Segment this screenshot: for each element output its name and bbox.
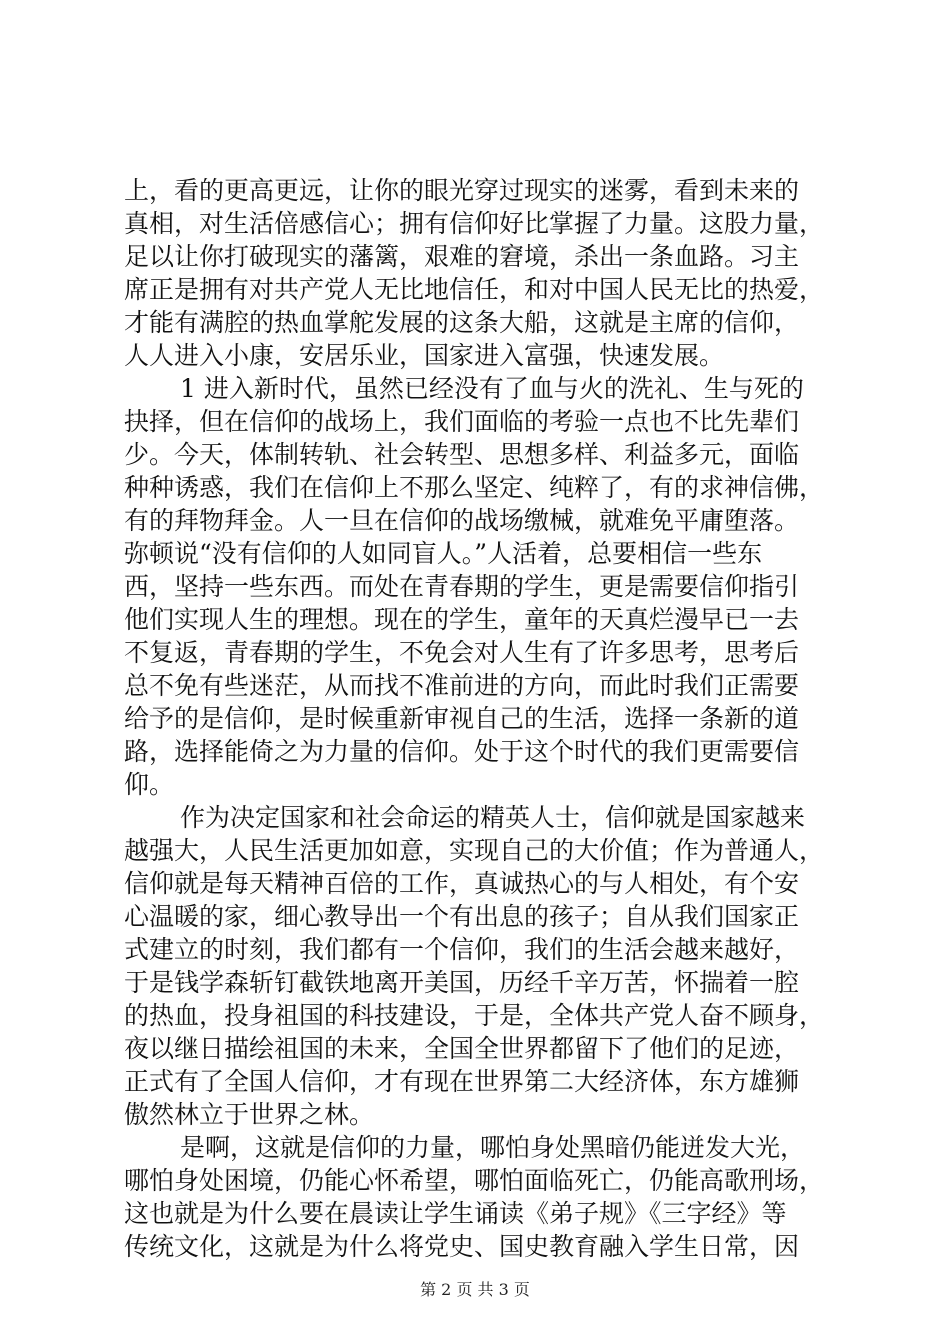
text-line: 总不免有些迷茫，从而找不准前进的方向，而此时我们正需要 xyxy=(124,671,800,700)
text-line: 仰。 xyxy=(124,770,175,799)
text-line: 式建立的时刻，我们都有一个信仰，我们的生活会越来越好， xyxy=(124,935,800,964)
text-line: 夜以继日描绘祖国的未来，全国全世界都留下了他们的足迹， xyxy=(124,1034,800,1063)
text-line: 西，坚持一些东西。而处在青春期的学生，更是需要信仰指引 xyxy=(124,572,800,601)
text-line: 哪怕身处困境，仍能心怀希望，哪怕面临死亡，仍能高歌刑场， xyxy=(124,1166,825,1195)
text-line: 正式有了全国人信仰，才有现在世界第二大经济体，东方雄狮 xyxy=(124,1067,800,1096)
text-line: 作为决定国家和社会命运的精英人士，信仰就是国家越来 xyxy=(180,803,806,832)
page-number-footer: 第 2 页 共 3 页 xyxy=(420,1280,530,1299)
text-line: 1 进入新时代，虽然已经没有了血与火的洗礼、生与死的 xyxy=(180,374,804,403)
text-line: 给予的是信仰，是时候重新审视自己的生活，选择一条新的道 xyxy=(124,704,800,733)
text-line: 上，看的更高更远，让你的眼光穿过现实的迷雾，看到未来的 xyxy=(124,176,800,205)
body-text xyxy=(124,174,844,1263)
text-line: 足以让你打破现实的藩篱，艰难的窘境，杀出一条血路。习主 xyxy=(124,242,800,271)
text-line: 于是钱学森斩钉截铁地离开美国，历经千辛万苦，怀揣着一腔 xyxy=(124,968,800,997)
text-line: 信仰就是每天精神百倍的工作，真诚热心的与人相处，有个安 xyxy=(124,869,800,898)
text-line: 这也就是为什么要在晨读让学生诵读《弟子规》《三字经》等 xyxy=(124,1199,787,1228)
text-line: 传统文化，这就是为什么将党史、国史教育融入学生日常，因 xyxy=(124,1232,800,1261)
text-line: 真相，对生活倍感信心；拥有信仰好比掌握了力量。这股力量， xyxy=(124,209,825,238)
text-line: 少。今天，体制转轨、社会转型、思想多样、利益多元，面临 xyxy=(124,440,800,469)
text-line: 抉择，但在信仰的战场上，我们面临的考验一点也不比先辈们 xyxy=(124,407,800,436)
text-line: 是啊，这就是信仰的力量，哪怕身处黑暗仍能迸发大光， xyxy=(180,1133,806,1162)
text-line: 他们实现人生的理想。现在的学生，童年的天真烂漫早已一去 xyxy=(124,605,800,634)
text-line: 弥顿说“没有信仰的人如同盲人。”人活着，总要相信一些东 xyxy=(124,539,763,568)
text-line: 心温暖的家，细心教导出一个有出息的孩子；自从我们国家正 xyxy=(124,902,800,931)
text-line: 种种诱惑，我们在信仰上不那么坚定、纯粹了，有的求神信佛， xyxy=(124,473,825,502)
text-line: 席正是拥有对共产党人无比地信任，和对中国人民无比的热爱， xyxy=(124,275,825,304)
text-line: 不复返，青春期的学生，不免会对人生有了许多思考，思考后 xyxy=(124,638,800,667)
text-line: 的热血，投身祖国的科技建设，于是，全体共产党人奋不顾身， xyxy=(124,1001,825,1030)
text-line: 越强大，人民生活更加如意，实现自己的大价值；作为普通人， xyxy=(124,836,825,865)
text-line: 有的拜物拜金。人一旦在信仰的战场缴械，就难免平庸堕落。 xyxy=(124,506,800,535)
text-line: 傲然林立于世界之林。 xyxy=(124,1100,375,1129)
text-line: 才能有满腔的热血掌舵发展的这条大船，这就是主席的信仰， xyxy=(124,308,800,337)
text-line: 路，选择能倚之为力量的信仰。处于这个时代的我们更需要信 xyxy=(124,737,800,766)
text-line: 人人进入小康，安居乐业，国家进入富强，快速发展。 xyxy=(124,341,725,370)
